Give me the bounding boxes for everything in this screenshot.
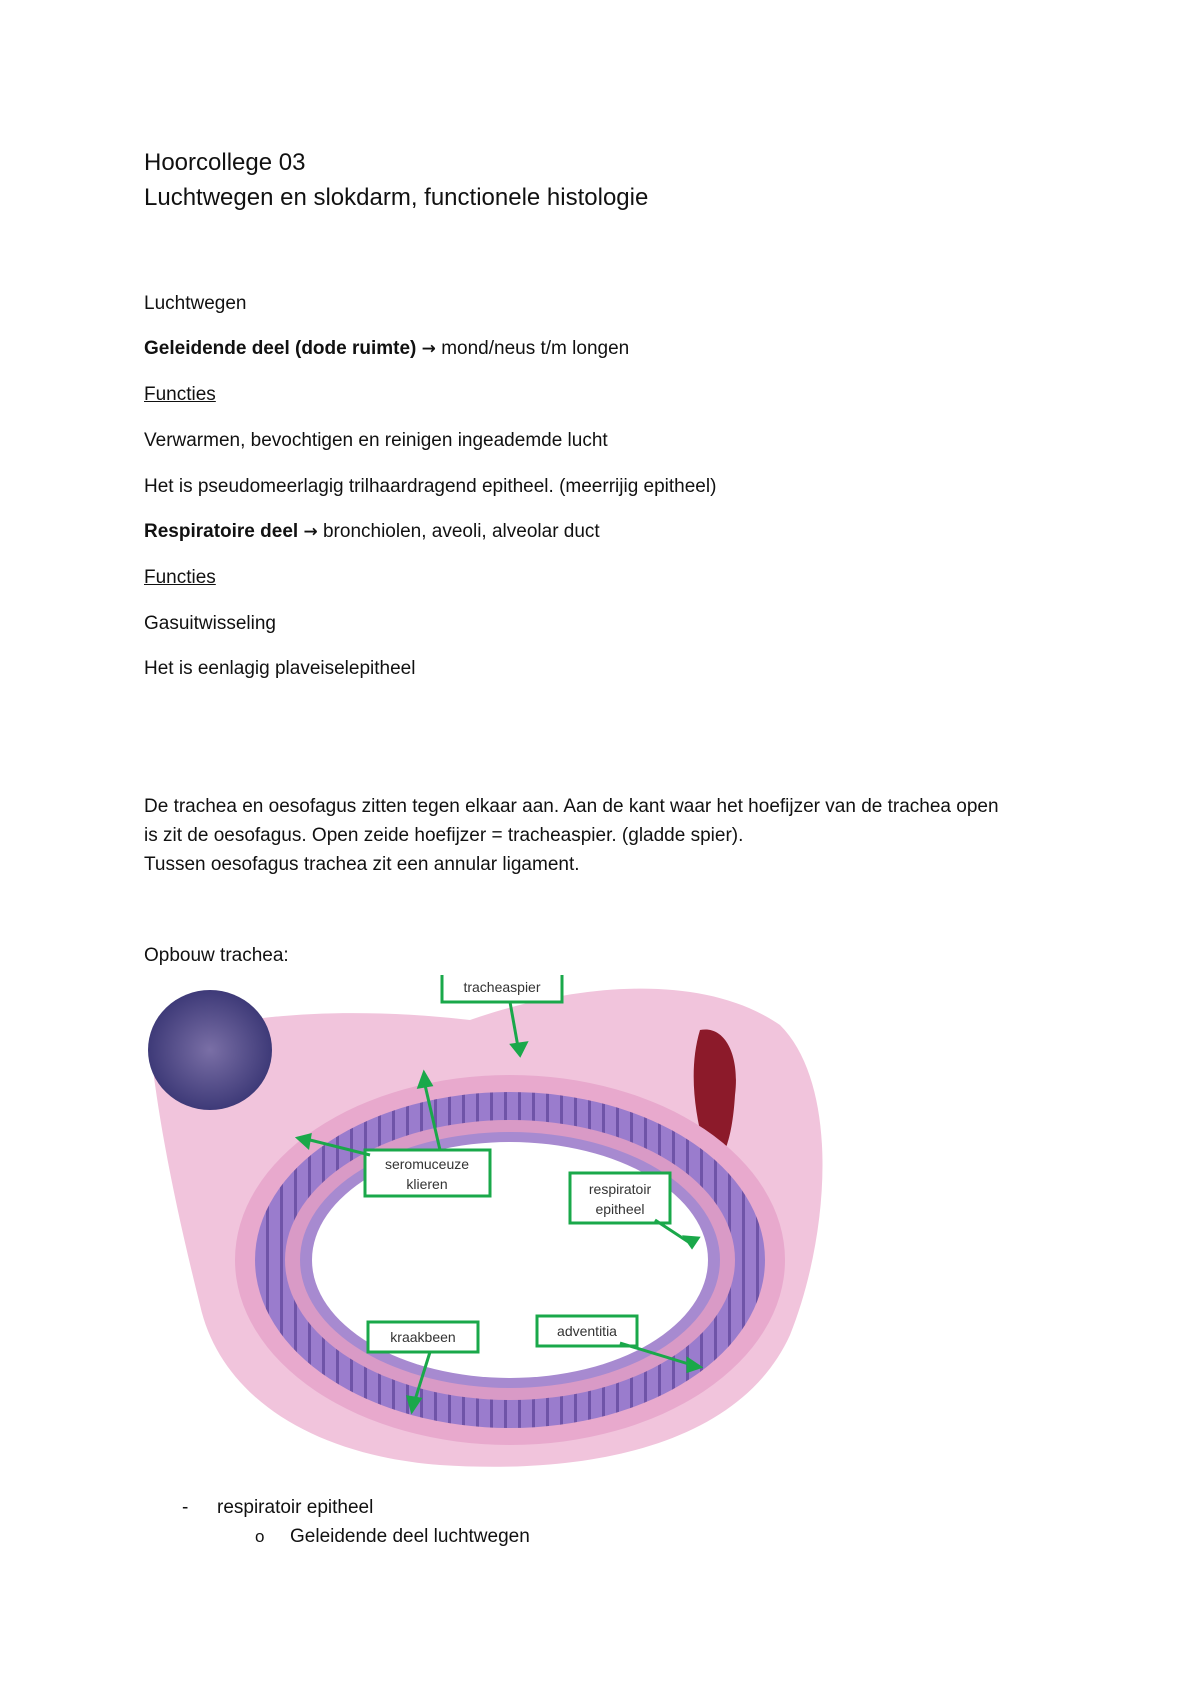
- label-respiratoir-text: respiratoir: [588, 1181, 652, 1197]
- label-tracheaspier-text: tracheaspier: [463, 979, 541, 995]
- label-klieren-text: klieren: [406, 1176, 448, 1192]
- conducting-epithelium: Het is pseudomeerlagig trilhaardragend epitheel. (meerrijig epitheel): [144, 476, 717, 497]
- tissue-section: [148, 989, 823, 1467]
- trachea-histology-image: [140, 975, 830, 1475]
- label-kraakbeen: [368, 1322, 478, 1352]
- respiratory-part-text: bronchiolen, aveoli, alveolar duct: [317, 521, 600, 542]
- label-adventitia-text: adventitia: [557, 1323, 617, 1339]
- respiratory-part-line: [144, 521, 600, 543]
- label-tracheaspier: [442, 975, 562, 1002]
- label-seromuceuze-klieren: [365, 1150, 490, 1196]
- conducting-function: Verwarmen, bevochtigen en reinigen ingeademde lucht: [144, 430, 608, 451]
- paragraph-line-1: De trachea en oesofagus zitten tegen elkaar aan. Aan de kant waar het hoefijzer van de trachea open: [144, 796, 999, 817]
- label-respiratoir-epitheel: [570, 1173, 670, 1223]
- arrow-icon: →: [421, 339, 436, 359]
- sub-bullet: o: [255, 1527, 265, 1546]
- sub-list-item-1: Geleidende deel luchtwegen: [290, 1526, 530, 1547]
- respiratory-epithelium: Het is eenlagig plaveiselepitheel: [144, 658, 416, 679]
- label-adventitia: [537, 1316, 637, 1346]
- respiratory-part-label: Respiratoire deel: [144, 521, 299, 542]
- conducting-part-label: Geleidende deel (dode ruimte): [144, 338, 417, 359]
- list-item-1: respiratoir epitheel: [217, 1497, 374, 1518]
- label-epitheel-text: epitheel: [595, 1201, 645, 1217]
- functions-heading-1: Functies: [144, 384, 216, 405]
- functions-heading-2: Functies: [144, 567, 216, 588]
- list-dash: -: [182, 1497, 189, 1518]
- section-heading: Luchtwegen: [144, 293, 247, 314]
- conducting-part-text: mond/neus t/m longen: [435, 338, 630, 359]
- respiratory-function: Gasuitwisseling: [144, 613, 276, 634]
- title-line-1: Hoorcollege 03: [144, 149, 306, 176]
- label-seromuceuze-text: seromuceuze: [384, 1156, 470, 1172]
- title-line-2: Luchtwegen en slokdarm, functionele histologie: [144, 184, 649, 211]
- paragraph-line-3: Tussen oesofagus trachea zit een annular ligament.: [144, 854, 580, 875]
- label-kraakbeen-text: kraakbeen: [390, 1329, 456, 1345]
- structure-heading: Opbouw trachea:: [144, 945, 289, 966]
- conducting-part-line: [144, 338, 629, 360]
- arrow-icon: →: [303, 522, 318, 542]
- paragraph-line-2: is zit de oesofagus. Open zeide hoefijzer = tracheaspier. (gladde spier).: [144, 825, 744, 846]
